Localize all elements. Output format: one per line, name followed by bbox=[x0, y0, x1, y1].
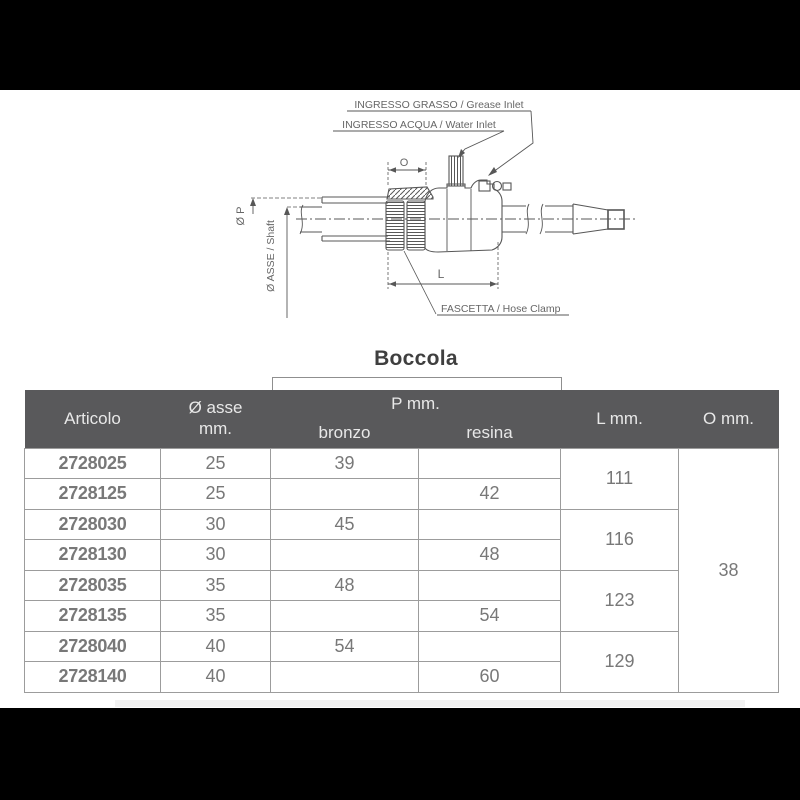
l-dim-arrow-left bbox=[389, 281, 396, 286]
shaft-dim-arrow bbox=[284, 207, 290, 215]
resina-cell bbox=[419, 631, 561, 662]
table-row bbox=[25, 448, 779, 479]
asse-cell: 25 bbox=[161, 479, 271, 510]
p-dim-arrow bbox=[250, 198, 256, 206]
bronzo-cell bbox=[271, 601, 419, 632]
table-title: Boccola bbox=[374, 347, 458, 370]
l-cell: 129 bbox=[561, 631, 679, 692]
asse-cell: 40 bbox=[161, 631, 271, 662]
shaft-break-left bbox=[300, 205, 303, 234]
hose-ribs-2 bbox=[407, 201, 425, 250]
housing-section-lines bbox=[447, 189, 471, 251]
l-cell: 111 bbox=[561, 448, 679, 509]
asse-cell: 30 bbox=[161, 540, 271, 571]
resina-cell bbox=[419, 570, 561, 601]
articolo-cell: 2728130 bbox=[25, 540, 161, 571]
articolo-cell: 2728025 bbox=[25, 448, 161, 479]
resina-cell: 48 bbox=[419, 540, 561, 571]
l-dim-arrow-right bbox=[490, 281, 497, 286]
hose-clamp-label: FASCETTA / Hose Clamp bbox=[441, 303, 561, 315]
grease-nipple-pin bbox=[503, 183, 511, 190]
header-p-group: P mm. bbox=[271, 390, 561, 419]
bronzo-cell bbox=[271, 662, 419, 693]
water-inlet-fitting bbox=[449, 156, 463, 186]
water-inlet-label: INGRESSO ACQUA / Water Inlet bbox=[342, 119, 496, 131]
resina-cell bbox=[419, 509, 561, 540]
resina-cell: 60 bbox=[419, 662, 561, 693]
resina-cell: 54 bbox=[419, 601, 561, 632]
water-leader bbox=[459, 131, 504, 156]
spec-table bbox=[24, 390, 779, 693]
articolo-cell: 2728030 bbox=[25, 509, 161, 540]
l-dim-extensions bbox=[388, 242, 498, 289]
header-o: O mm. bbox=[679, 390, 779, 448]
articolo-cell: 2728040 bbox=[25, 631, 161, 662]
o-dim-label: O bbox=[399, 157, 409, 169]
l-dim-label: L bbox=[437, 267, 445, 281]
grease-inlet-fitting bbox=[479, 181, 490, 191]
grease-leader-arrow bbox=[488, 167, 497, 176]
header-bronzo: bronzo bbox=[271, 419, 419, 448]
articolo-cell: 2728125 bbox=[25, 479, 161, 510]
asse-cell: 40 bbox=[161, 662, 271, 693]
asse-cell: 30 bbox=[161, 509, 271, 540]
header-l: L mm. bbox=[561, 390, 679, 448]
articolo-cell: 2728140 bbox=[25, 662, 161, 693]
shaft-dim-label: Ø ASSE / Shaft bbox=[265, 220, 277, 292]
boccola-bracket bbox=[272, 377, 562, 390]
header-asse bbox=[161, 390, 271, 448]
bronzo-cell: 48 bbox=[271, 570, 419, 601]
asse-cell: 35 bbox=[161, 601, 271, 632]
bronzo-cell: 39 bbox=[271, 448, 419, 479]
l-cell: 123 bbox=[561, 570, 679, 631]
bronzo-cell: 54 bbox=[271, 631, 419, 662]
header-articolo: Articolo bbox=[25, 390, 161, 448]
o-dim-arrow-right bbox=[418, 167, 425, 172]
bronzo-cell bbox=[271, 479, 419, 510]
coupling-end-block bbox=[608, 210, 624, 229]
clamp-leader bbox=[404, 251, 436, 314]
drawing-lines bbox=[250, 111, 637, 318]
bottom-black-band bbox=[0, 708, 800, 800]
resina-cell: 42 bbox=[419, 479, 561, 510]
asse-cell: 35 bbox=[161, 570, 271, 601]
bronzo-cell: 45 bbox=[271, 509, 419, 540]
articolo-cell: 2728035 bbox=[25, 570, 161, 601]
header-resina: resina bbox=[419, 419, 561, 448]
grease-inlet-label: INGRESSO GRASSO / Grease Inlet bbox=[354, 99, 524, 111]
p-dim-label: Ø P bbox=[235, 206, 247, 226]
header-asse-line2: mm. bbox=[198, 418, 233, 438]
table-row bbox=[25, 509, 779, 540]
o-dim-arrow-left bbox=[389, 167, 396, 172]
table-row bbox=[25, 570, 779, 601]
asse-cell: 25 bbox=[161, 448, 271, 479]
articolo-cell: 2728135 bbox=[25, 601, 161, 632]
table-shadow bbox=[115, 700, 745, 707]
table-row bbox=[25, 631, 779, 662]
spec-table-header bbox=[25, 390, 779, 448]
hose-ribs-1 bbox=[386, 201, 404, 250]
resina-cell bbox=[419, 448, 561, 479]
header-asse-line1: Ø asse bbox=[188, 398, 243, 418]
bronzo-cell bbox=[271, 540, 419, 571]
technical-drawing bbox=[0, 0, 800, 345]
o-cell: 38 bbox=[679, 448, 779, 692]
shaft-left bbox=[300, 207, 322, 232]
l-cell: 116 bbox=[561, 509, 679, 570]
